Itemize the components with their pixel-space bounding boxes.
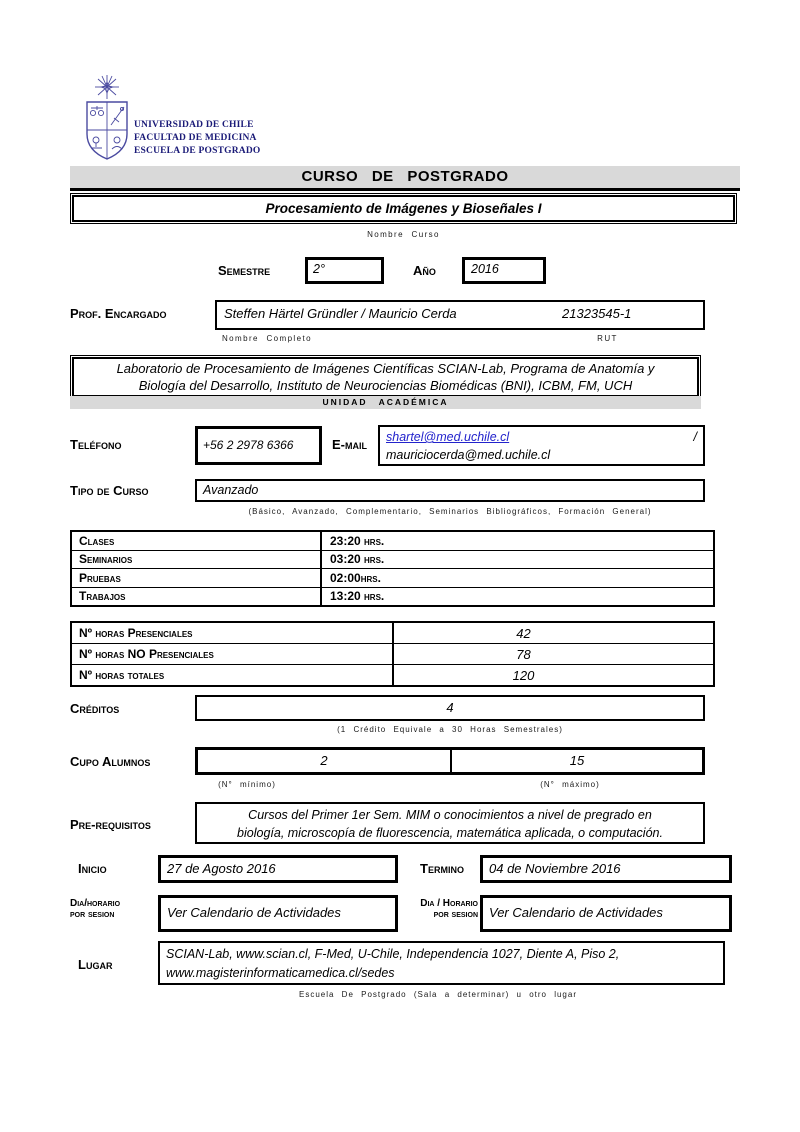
lugar-caption: Escuela De Postgrado (Sala a determinar) u otro lugar <box>299 990 577 999</box>
ano-label: Año <box>413 263 436 278</box>
telefono-value: +56 2 2978 6366 <box>203 438 294 452</box>
org-line: ESCUELA DE POSTGRADO <box>134 146 261 156</box>
course-title-caption: Nombre Curso <box>367 230 440 239</box>
dia-horario-1-label: Dia/horario por sesion <box>70 898 121 920</box>
university-crest-icon <box>78 74 136 166</box>
ano-value: 2016 <box>471 262 499 276</box>
cupo-max-value[interactable]: 15 <box>569 753 585 768</box>
ano-field[interactable] <box>462 257 546 284</box>
semestre-label: Semestre <box>218 263 271 278</box>
inicio-label: Inicio <box>78 861 107 876</box>
unidad-academica-box[interactable] <box>70 355 701 399</box>
table-row[interactable] <box>72 623 713 643</box>
dia-horario-1-field[interactable] <box>158 895 398 932</box>
creditos-field[interactable] <box>195 695 705 721</box>
prerequisitos-line: Cursos del Primer 1er Sem. MIM o conocimientos a nivel de pregrado en <box>248 808 652 822</box>
creditos-caption: (1 Crédito Equivale a 30 Horas Semestrales) <box>337 725 563 734</box>
row-value: 13:20 hrs. <box>330 589 385 604</box>
dia-horario-1-value: Ver Calendario de Actividades <box>167 905 341 920</box>
page-title-banner: CURSO DE POSTGRADO <box>70 166 740 191</box>
cupo-field[interactable] <box>195 747 705 775</box>
prerequisitos-line: biología, microscopía de fluorescencia, matemática aplicada, o computación. <box>237 826 663 840</box>
lugar-field[interactable] <box>158 941 725 985</box>
row-label: Nº horas totales <box>79 668 165 682</box>
tipo-curso-caption: (Básico, Avanzado, Complementario, Seminarios Bibliográficos, Formación General) <box>248 507 652 516</box>
tipo-curso-field[interactable] <box>195 479 705 502</box>
cupo-min-caption: (N° mínimo) <box>218 780 276 789</box>
row-value: 42 <box>516 625 531 641</box>
horas-detalle-table <box>70 530 715 607</box>
table-row[interactable] <box>72 568 713 587</box>
row-value: 78 <box>516 646 531 662</box>
course-title-box <box>70 193 737 224</box>
email-2: mauriciocerda@med.uchile.cl <box>386 448 551 462</box>
course-title[interactable]: Procesamiento de Imágenes y Bioseñales I <box>72 195 735 222</box>
lugar-line: SCIAN-Lab, www.scian.cl, F-Med, U-Chile, Independencia 1027, Diente A, Piso 2, <box>166 947 620 961</box>
row-value: 120 <box>512 667 535 683</box>
table-row[interactable] <box>72 550 713 569</box>
telefono-label: Teléfono <box>70 437 122 452</box>
table-row[interactable] <box>72 587 713 606</box>
creditos-label: Créditos <box>70 701 120 716</box>
row-label: Seminarios <box>79 552 133 567</box>
lugar-label: Lugar <box>78 957 113 972</box>
horas-totales-table <box>70 621 715 687</box>
rut-caption: RUT <box>597 334 618 343</box>
dia-horario-2-label: Dia / Horario por sesion <box>420 898 478 920</box>
semestre-field[interactable] <box>305 257 384 284</box>
table-row[interactable] <box>72 643 713 664</box>
row-label: Nº horas NO Presenciales <box>79 647 214 661</box>
cupo-min-value[interactable]: 2 <box>198 750 452 772</box>
inicio-value: 27 de Agosto 2016 <box>167 861 276 876</box>
termino-field[interactable] <box>480 855 732 883</box>
org-line: UNIVERSIDAD DE CHILE <box>134 120 254 130</box>
row-value: 02:00hrs. <box>330 570 381 585</box>
termino-label: Termino <box>420 861 464 876</box>
cupo-label: Cupo Alumnos <box>70 754 151 769</box>
row-label: Pruebas <box>79 570 121 585</box>
cupo-max-caption: (N° máximo) <box>540 780 600 789</box>
email-link-1[interactable]: shartel@med.uchile.cl <box>386 430 510 444</box>
table-row[interactable] <box>72 532 713 550</box>
profesor-field[interactable] <box>215 300 705 330</box>
tipo-curso-value: Avanzado <box>203 483 259 497</box>
lugar-line: www.magisterinformaticamedica.cl/sedes <box>166 966 395 980</box>
email-label: E-mail <box>332 437 367 452</box>
nombre-completo-caption: Nombre Completo <box>222 334 312 343</box>
tipo-curso-label: Tipo de Curso <box>70 483 149 498</box>
unidad-line: Biología del Desarrollo, Instituto de Neurociencias Biomédicas (BNI), ICBM, FM, UCH <box>138 378 633 393</box>
email-field[interactable] <box>378 425 705 466</box>
dia-horario-2-value: Ver Calendario de Actividades <box>489 905 663 920</box>
inicio-field[interactable] <box>158 855 398 883</box>
semestre-value: 2° <box>313 262 325 276</box>
unidad-academica-caption: UNIDAD ACADÉMICA <box>70 396 701 409</box>
profesor-rut: 21323545-1 <box>562 306 632 321</box>
row-label: Clases <box>79 533 115 548</box>
unidad-line: Laboratorio de Procesamiento de Imágenes Científicas SCIAN-Lab, Programa de Anatomía y <box>116 361 655 376</box>
prerequisitos-label: Pre-requisitos <box>70 817 151 832</box>
prerequisitos-field[interactable] <box>195 802 705 844</box>
row-label: Nº horas Presenciales <box>79 626 193 640</box>
email-separator: / <box>693 430 697 444</box>
org-line: FACULTAD DE MEDICINA <box>134 133 257 143</box>
dia-horario-2-field[interactable] <box>480 895 732 932</box>
row-value: 03:20 hrs. <box>330 552 385 567</box>
org-name-block <box>134 119 260 158</box>
profesor-nombre: Steffen Härtel Gründler / Mauricio Cerda <box>224 306 457 321</box>
profesor-label: Prof. Encargado <box>70 306 167 321</box>
creditos-value: 4 <box>446 700 454 715</box>
table-row[interactable] <box>72 664 713 685</box>
telefono-field[interactable] <box>195 426 322 465</box>
row-label: Trabajos <box>79 589 126 604</box>
row-value: 23:20 hrs. <box>330 533 385 548</box>
termino-value: 04 de Noviembre 2016 <box>489 861 621 876</box>
